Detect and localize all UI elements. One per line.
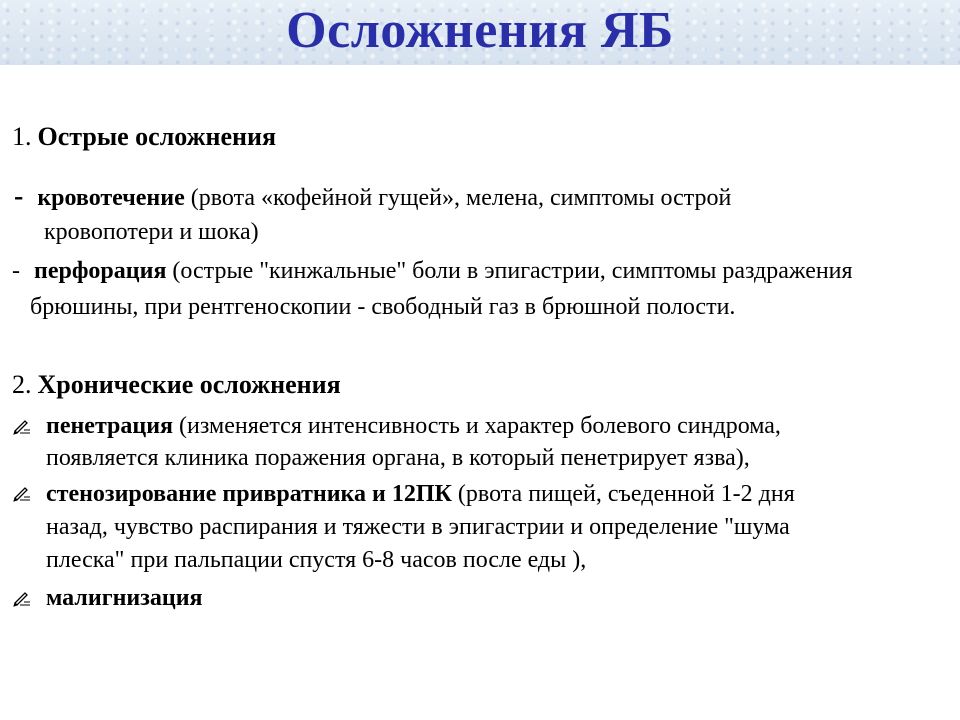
section-heading-chronic (12, 370, 341, 401)
list-item-stenosis (46, 479, 795, 509)
item-term: стенозирование привратника и 12ПК (46, 481, 452, 507)
item-text: (рвота пищей, съеденной 1-2 дня (451, 481, 795, 507)
dash-marker: - (14, 181, 24, 212)
item-text: (рвота «кофейной гущей», мелена, симптомы острой (184, 185, 732, 211)
list-item-penetration (46, 411, 781, 441)
list-item-perforation-cont (30, 292, 735, 322)
page-title: Осложнения ЯБ (286, 2, 674, 59)
item-term: малигнизация (46, 585, 203, 611)
section-heading-acute (12, 122, 276, 153)
item-term: кровотечение (37, 185, 185, 211)
list-item-malignization (46, 583, 203, 613)
item-text: появляется клиника поражения органа, в который пенетрирует язва), (46, 445, 750, 471)
list-item-stenosis-cont2 (46, 545, 586, 575)
list-item-penetration-cont (46, 443, 750, 473)
section-number: 1. (12, 122, 32, 151)
item-text: назад, чувство распирания и тяжести в эпигастрии и определение "шума (46, 514, 790, 540)
item-text: (изменяется интенсивность и характер болевого синдрома, (173, 413, 781, 439)
section-number: 2. (12, 370, 32, 399)
item-term: пенетрация (46, 413, 174, 439)
item-text: кровопотери и шока) (44, 219, 259, 245)
list-item-perforation (12, 256, 853, 286)
list-item-bleeding (14, 182, 731, 213)
item-term: перфорация (34, 258, 167, 284)
item-text: брюшины, при рентгеноскопии - свободный газ в брюшной полости. (30, 294, 736, 320)
list-item-stenosis-cont (46, 512, 790, 542)
pen-writing-icon (12, 588, 32, 608)
item-text: (острые "кинжальные" боли в эпигастрии, симптомы раздражения (166, 258, 853, 284)
section-title: Острые осложнения (37, 122, 277, 151)
pen-writing-icon (12, 483, 32, 503)
pen-writing-icon (12, 416, 32, 436)
list-item-bleeding-cont (44, 217, 259, 247)
item-text: плеска" при пальпации спустя 6-8 часов после еды ), (46, 547, 587, 573)
dash-marker: - (12, 258, 20, 284)
section-title: Хронические осложнения (37, 370, 341, 399)
